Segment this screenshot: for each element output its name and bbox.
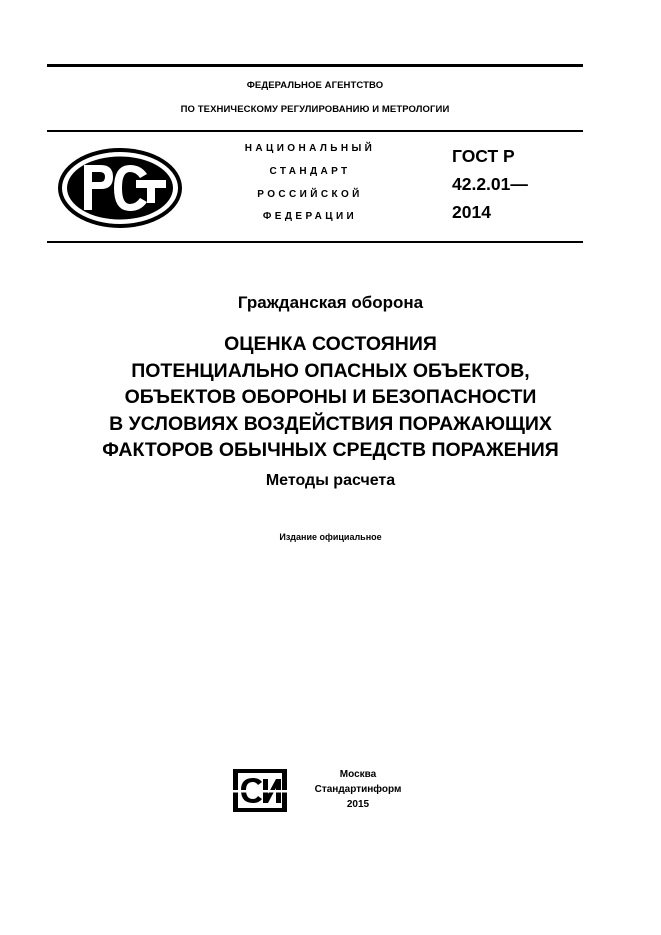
standard-label-line1: НАЦИОНАЛЬНЫЙ	[244, 143, 376, 154]
document-subtitle: Методы расчета	[265, 472, 396, 489]
agency-name-line1: ФЕДЕРАЛЬНОЕ АГЕНТСТВО	[246, 80, 384, 91]
gost-year: 2014	[452, 202, 491, 222]
publisher-city: Москва	[339, 769, 377, 780]
edition-label: Издание официальное	[279, 532, 382, 542]
block-divider	[47, 241, 583, 243]
title-line3: ОБЪЕКТОВ ОБОРОНЫ И БЕЗОПАСНОСТИ	[124, 386, 537, 408]
standard-label-line4: ФЕДЕРАЦИИ	[262, 211, 358, 222]
title-line4: В УСЛОВИЯХ ВОЗДЕЙСТВИЯ ПОРАЖАЮЩИХ	[109, 412, 552, 435]
title-line1: ОЦЕНКА СОСТОЯНИЯ	[224, 333, 437, 355]
document-subject: Гражданская оборона	[237, 293, 424, 312]
publisher-name: Стандартинформ	[314, 784, 402, 795]
standard-label-line3: РОССИЙСКОЙ	[257, 189, 363, 200]
gost-number: 42.2.01—	[452, 174, 528, 194]
title-line2: ПОТЕНЦИАЛЬНО ОПАСНЫХ ОБЪЕКТОВ,	[131, 359, 530, 382]
top-rule	[47, 64, 583, 67]
agency-name-line2: ПО ТЕХНИЧЕСКОМУ РЕГУЛИРОВАНИЮ И МЕТРОЛОГИИ	[180, 104, 450, 115]
publisher-year: 2015	[346, 799, 370, 810]
document-title	[0, 331, 661, 464]
standartinform-logo-icon	[233, 769, 287, 812]
header-divider	[47, 130, 583, 132]
title-line5: ФАКТОРОВ ОБЫЧНЫХ СРЕДСТВ ПОРАЖЕНИЯ	[102, 439, 559, 461]
rst-logo-icon	[57, 147, 183, 229]
gost-label: ГОСТ Р	[452, 146, 515, 166]
standard-label-line2: СТАНДАРТ	[269, 166, 351, 177]
